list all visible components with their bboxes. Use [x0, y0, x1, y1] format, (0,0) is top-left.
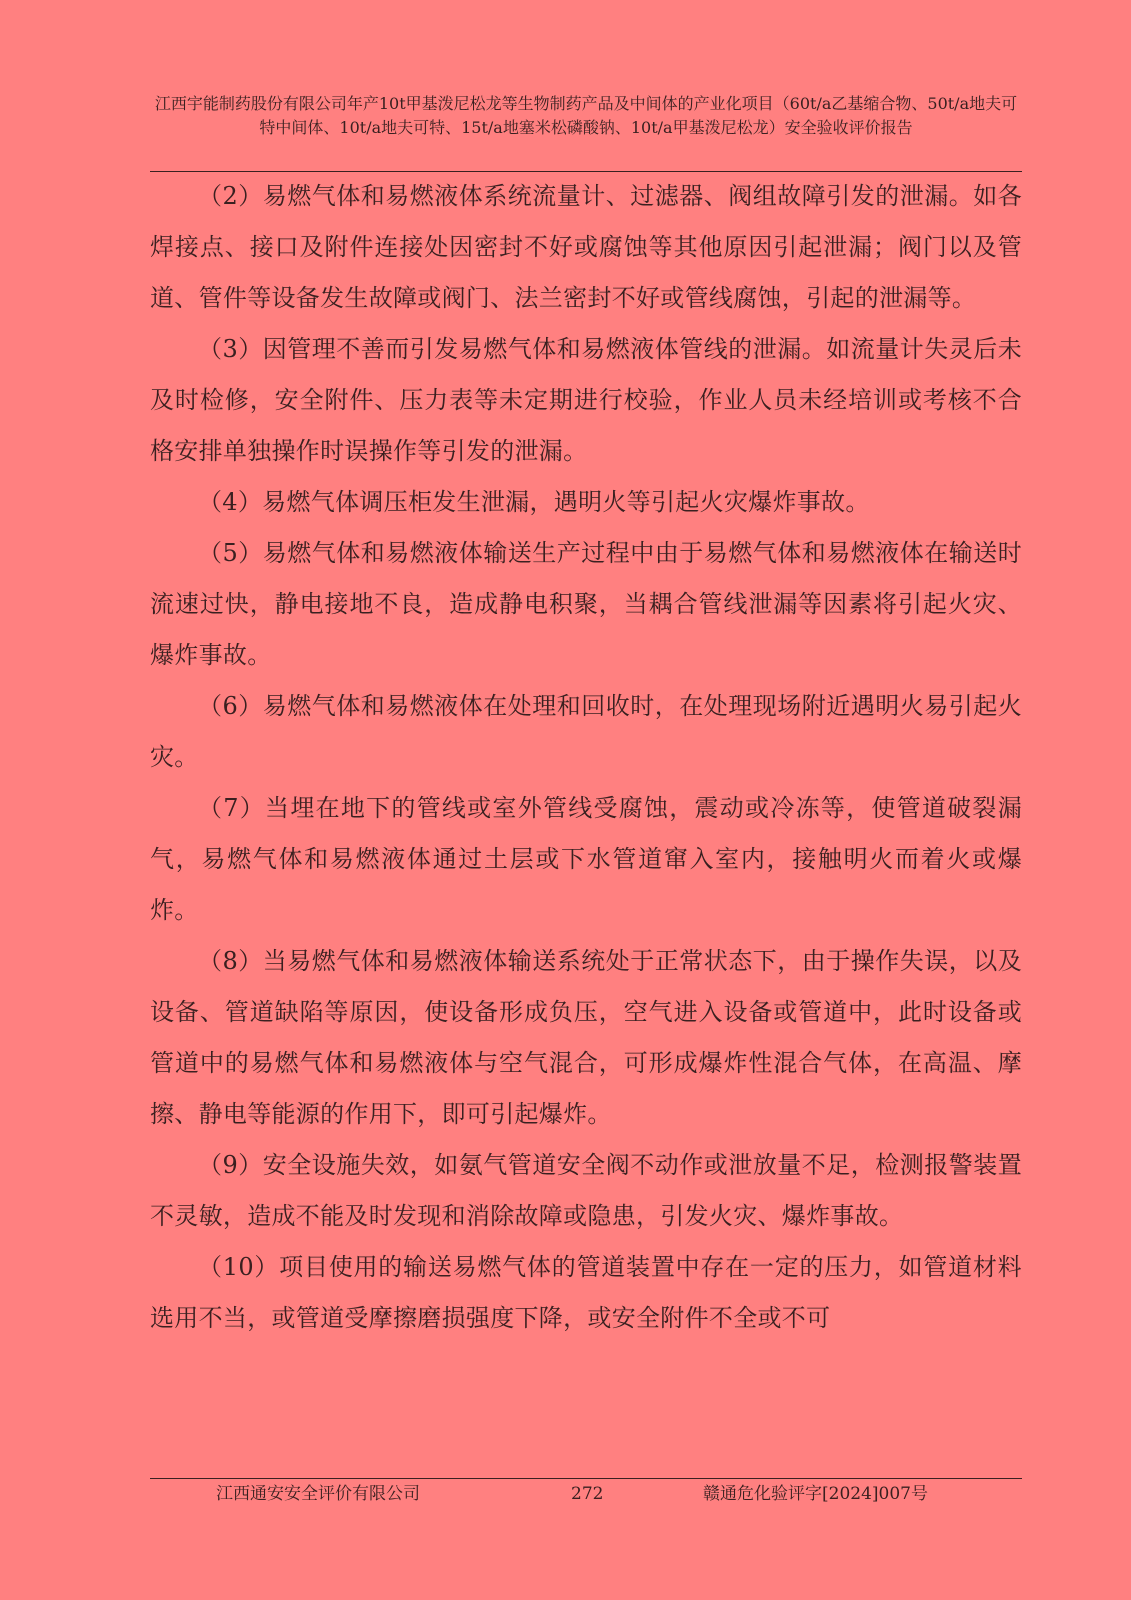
- paragraph-10: （10）项目使用的输送易燃气体的管道装置中存在一定的压力，如管道材料选用不当，或管道受摩擦磨损强度下降，或安全附件不全或不可: [150, 1253, 1022, 1332]
- footer-company: 江西通安安全评价有限公司: [216, 1484, 420, 1504]
- paragraph-7: （7）当埋在地下的管线或室外管线受腐蚀，震动或冷冻等，使管道破裂漏气，易燃气体和易燃液体通过土层或下水管道窜入室内，接触明火而着火或爆炸。: [150, 794, 1022, 924]
- paragraph-2: （2）易燃气体和易燃液体系统流量计、过滤器、阀组故障引发的泄漏。如各焊接点、接口及附件连接处因密封不好或腐蚀等其他原因引起泄漏；阀门以及管道、管件等设备发生故障或阀门、法兰密封不好或管线腐蚀，引起的泄漏等。: [150, 182, 1022, 312]
- page-header: 江西宇能制药股份有限公司年产10t甲基泼尼松龙等生物制药产品及中间体的产业化项目（60t/a乙基缩合物、50t/a地夫可特中间体、10t/a地夫可特、15t/a地塞米松磷酸钠、10t/a甲基泼尼松龙）安全验收评价报告: [154, 94, 1018, 137]
- footer-divider: [150, 1478, 1022, 1479]
- paragraph-4: （4）易燃气体调压柜发生泄漏，遇明火等引起火灾爆炸事故。: [198, 488, 870, 516]
- paragraph-6: （6）易燃气体和易燃液体在处理和回收时，在处理现场附近遇明火易引起火灾。: [150, 692, 1022, 771]
- page-number: 272: [571, 1484, 604, 1504]
- paragraph-3: （3）因管理不善而引发易燃气体和易燃液体管线的泄漏。如流量计失灵后未及时检修，安全附件、压力表等未定期进行校验，作业人员未经培训或考核不合格安排单独操作时误操作等引发的泄漏。: [150, 335, 1022, 465]
- document-body: [150, 171, 1022, 1344]
- document-number: 赣通危化验评字[2024]007号: [703, 1484, 928, 1504]
- paragraph-5: （5）易燃气体和易燃液体输送生产过程中由于易燃气体和易燃液体在输送时流速过快，静电接地不良，造成静电积聚，当耦合管线泄漏等因素将引起火灾、爆炸事故。: [150, 539, 1022, 669]
- paragraph-9: （9）安全设施失效，如氨气管道安全阀不动作或泄放量不足，检测报警装置不灵敏，造成不能及时发现和消除故障或隐患，引发火灾、爆炸事故。: [150, 1151, 1022, 1230]
- paragraph-8: （8）当易燃气体和易燃液体输送系统处于正常状态下，由于操作失误，以及设备、管道缺陷等原因，使设备形成负压，空气进入设备或管道中，此时设备或管道中的易燃气体和易燃液体与空气混合，可形成爆炸性混合气体，在高温、摩擦、静电等能源的作用下，即可引起爆炸。: [150, 947, 1022, 1128]
